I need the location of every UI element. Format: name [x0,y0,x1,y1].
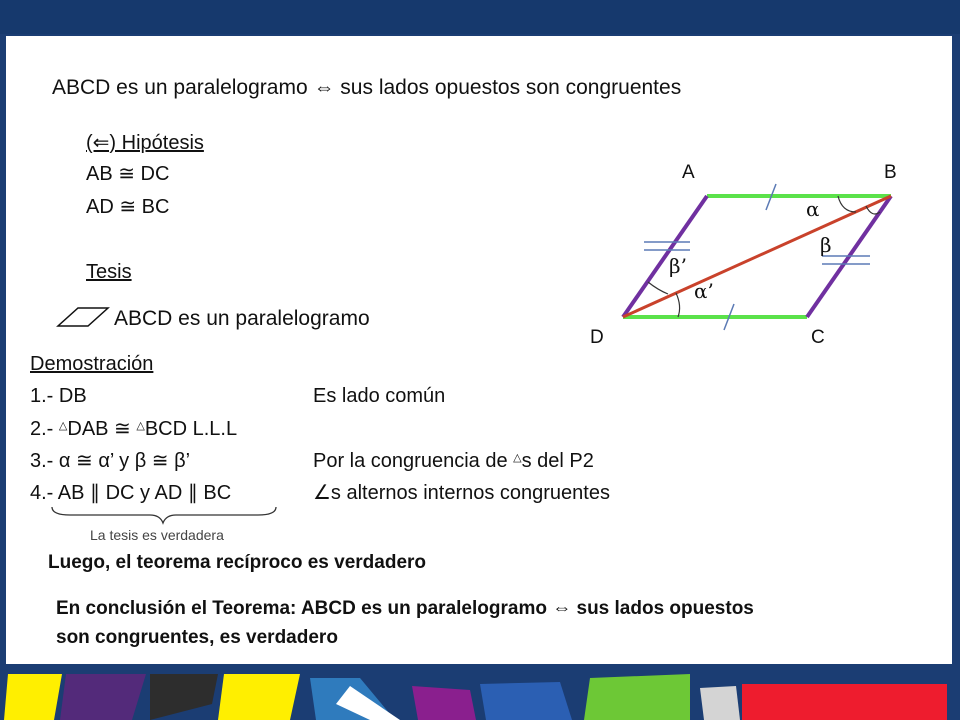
proof-step-2-congruent: ≅ [108,418,137,440]
angle-arc-beta-prime [648,282,668,294]
triangle-icon: △ [513,452,522,464]
vertex-label-d: D [590,327,604,348]
proof-step-2-prefix: 2.- [30,418,59,440]
thesis-statement: ABCD es un paralelogramo [114,307,370,330]
conclusion-theorem-line-1: En conclusión el Teorema: ABCD es un paralelogramo ⇔ sus lados opuestos [56,598,754,619]
proof-step-2-triangle-b: BCD L.L.L [144,418,238,440]
hypothesis-line-1: AB ≅ DC [86,163,170,185]
vertex-label-b: B [884,162,897,183]
hypothesis-line-2: AD ≅ BC [86,196,170,218]
parallelogram-diagram [580,160,920,350]
proof-step-1-reason: Es lado común [313,385,446,407]
vertex-label-c: C [811,327,825,348]
angle-label-alpha-prime: α’ [694,279,714,303]
thesis-heading: Tesis [86,261,132,283]
proof-step-4-reason: ∠s alternos internos congruentes [313,482,610,504]
angle-label-alpha: α [806,197,820,221]
angle-label-beta-prime: β’ [669,254,687,278]
proof-step-3: 3.- α ≅ α’ y β ≅ β’ [30,450,191,472]
conclusion-reciprocal: Luego, el teorema recíproco es verdadero [48,552,427,573]
angle-label-beta: β [820,233,832,257]
brace-note: La tesis es verdadera [90,527,224,543]
proof-step-1: 1.- DB [30,385,87,407]
proof-step-4: 4.- AB ∥ DC y AD ∥ BC [30,482,232,504]
triangle-icon: △ [58,420,68,432]
hypothesis-heading: (⇐) Hipótesis [86,132,204,154]
triangle-icon: △ [136,420,145,432]
decorative-bottom-band [0,664,960,720]
top-band [0,0,960,34]
vertex-label-a: A [682,162,695,183]
proof-step-2-triangle-a: DAB [67,418,109,440]
angle-arc-alpha [838,196,856,212]
proof-step-3-reason-suffix: s del P2 [521,450,594,472]
title: ABCD es un paralelogramo ⇔ sus lados opuestos son congruentes [52,76,682,99]
curly-brace [50,505,280,525]
angle-arc-alpha-prime [676,293,680,317]
conclusion-theorem-line-2: son congruentes, es verdadero [56,627,338,648]
proof-heading: Demostración [30,353,154,375]
proof-step-3-reason [313,451,594,471]
proof-step-2 [30,419,237,439]
proof-step-3-reason-prefix: Por la congruencia de [313,450,514,472]
parallelogram-icon [56,306,110,328]
